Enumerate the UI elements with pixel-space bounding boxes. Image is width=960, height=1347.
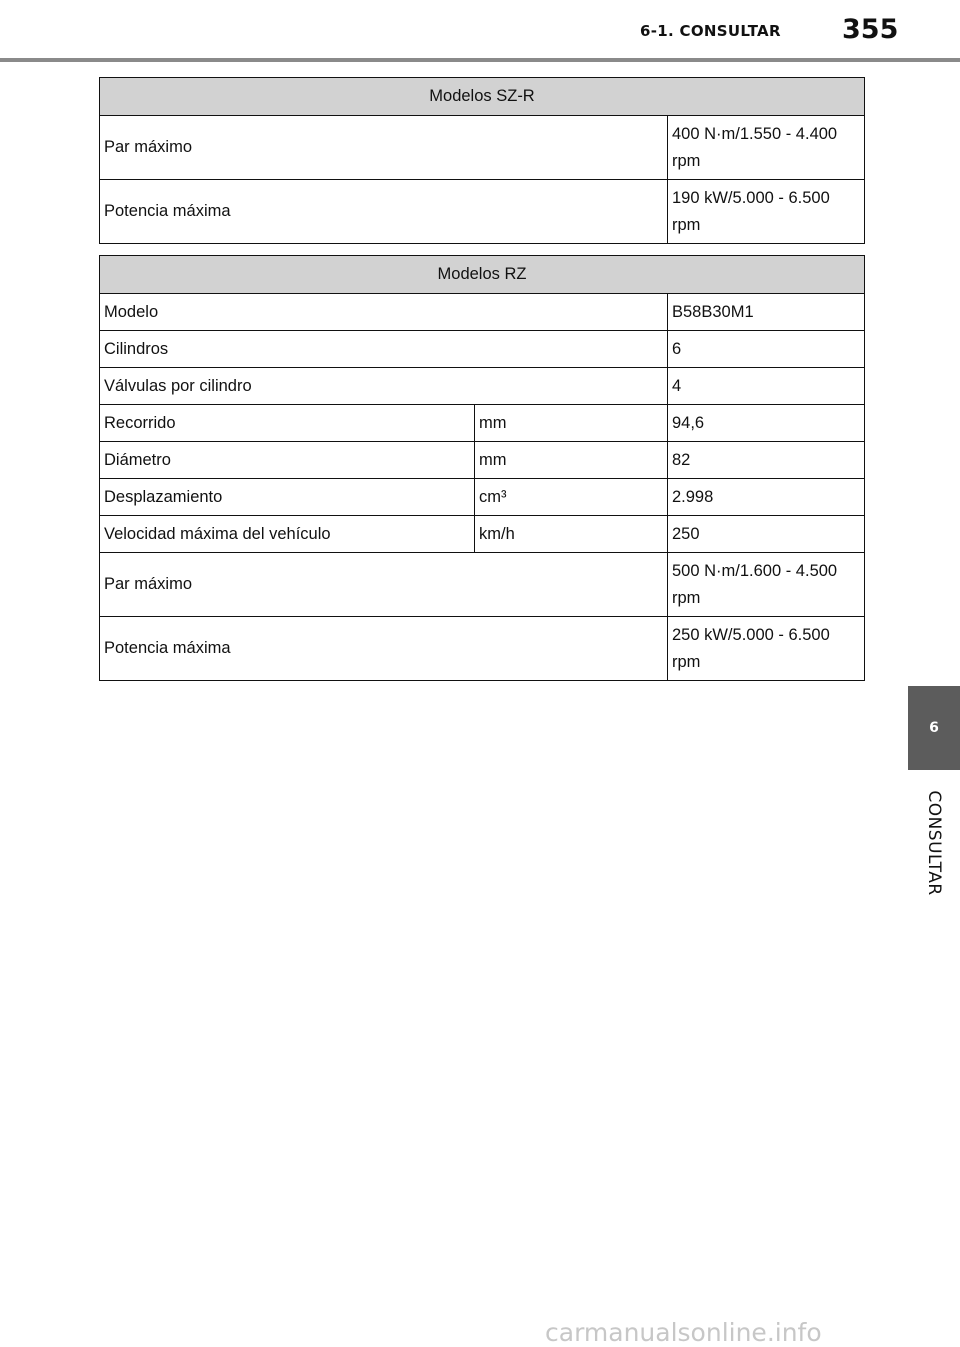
row-label: Potencia máxima [100,617,668,681]
row-unit: cm³ [475,479,668,516]
section-title: 6-1. CONSULTAR [640,22,781,40]
row-value: 500 N·m/1.600 - 4.500 rpm [668,553,865,617]
row-label: Par máximo [100,553,668,617]
table-row [100,617,865,681]
table-row [100,331,865,368]
row-label: Potencia máxima [100,180,668,244]
row-unit: km/h [475,516,668,553]
table-row [100,294,865,331]
row-value: 94,6 [668,405,865,442]
row-value: 250 kW/5.000 - 6.500 rpm [668,617,865,681]
table-row [100,368,865,405]
row-value: 190 kW/5.000 - 6.500 rpm [668,180,865,244]
sz-r-spec-table [99,77,865,244]
table-row [100,442,865,479]
row-label: Modelo [100,294,668,331]
row-label: Válvulas por cilindro [100,368,668,405]
row-label: Cilindros [100,331,668,368]
row-label: Velocidad máxima del vehículo [100,516,475,553]
table-row [100,116,865,180]
row-value: 4 [668,368,865,405]
row-value: 82 [668,442,865,479]
header-divider [0,58,960,62]
row-label: Desplazamiento [100,479,475,516]
table-row [100,405,865,442]
watermark: carmanualsonline.info [545,1318,822,1347]
table-row [100,180,865,244]
table-row [100,516,865,553]
table-row [100,479,865,516]
row-unit: mm [475,442,668,479]
row-value: 2.998 [668,479,865,516]
table-row [100,553,865,617]
row-unit: mm [475,405,668,442]
row-value: 6 [668,331,865,368]
page-number: 355 [842,14,899,45]
sz-r-table-caption: Modelos SZ-R [100,78,865,116]
rz-spec-table [99,255,865,681]
chapter-number: 6 [929,720,939,736]
chapter-label: CONSULTAR [924,790,944,896]
row-value: 250 [668,516,865,553]
row-label: Diámetro [100,442,475,479]
row-label: Par máximo [100,116,668,180]
row-label: Recorrido [100,405,475,442]
chapter-tab [908,686,960,770]
row-value: 400 N·m/1.550 - 4.400 rpm [668,116,865,180]
row-value: B58B30M1 [668,294,865,331]
rz-table-caption: Modelos RZ [100,256,865,294]
